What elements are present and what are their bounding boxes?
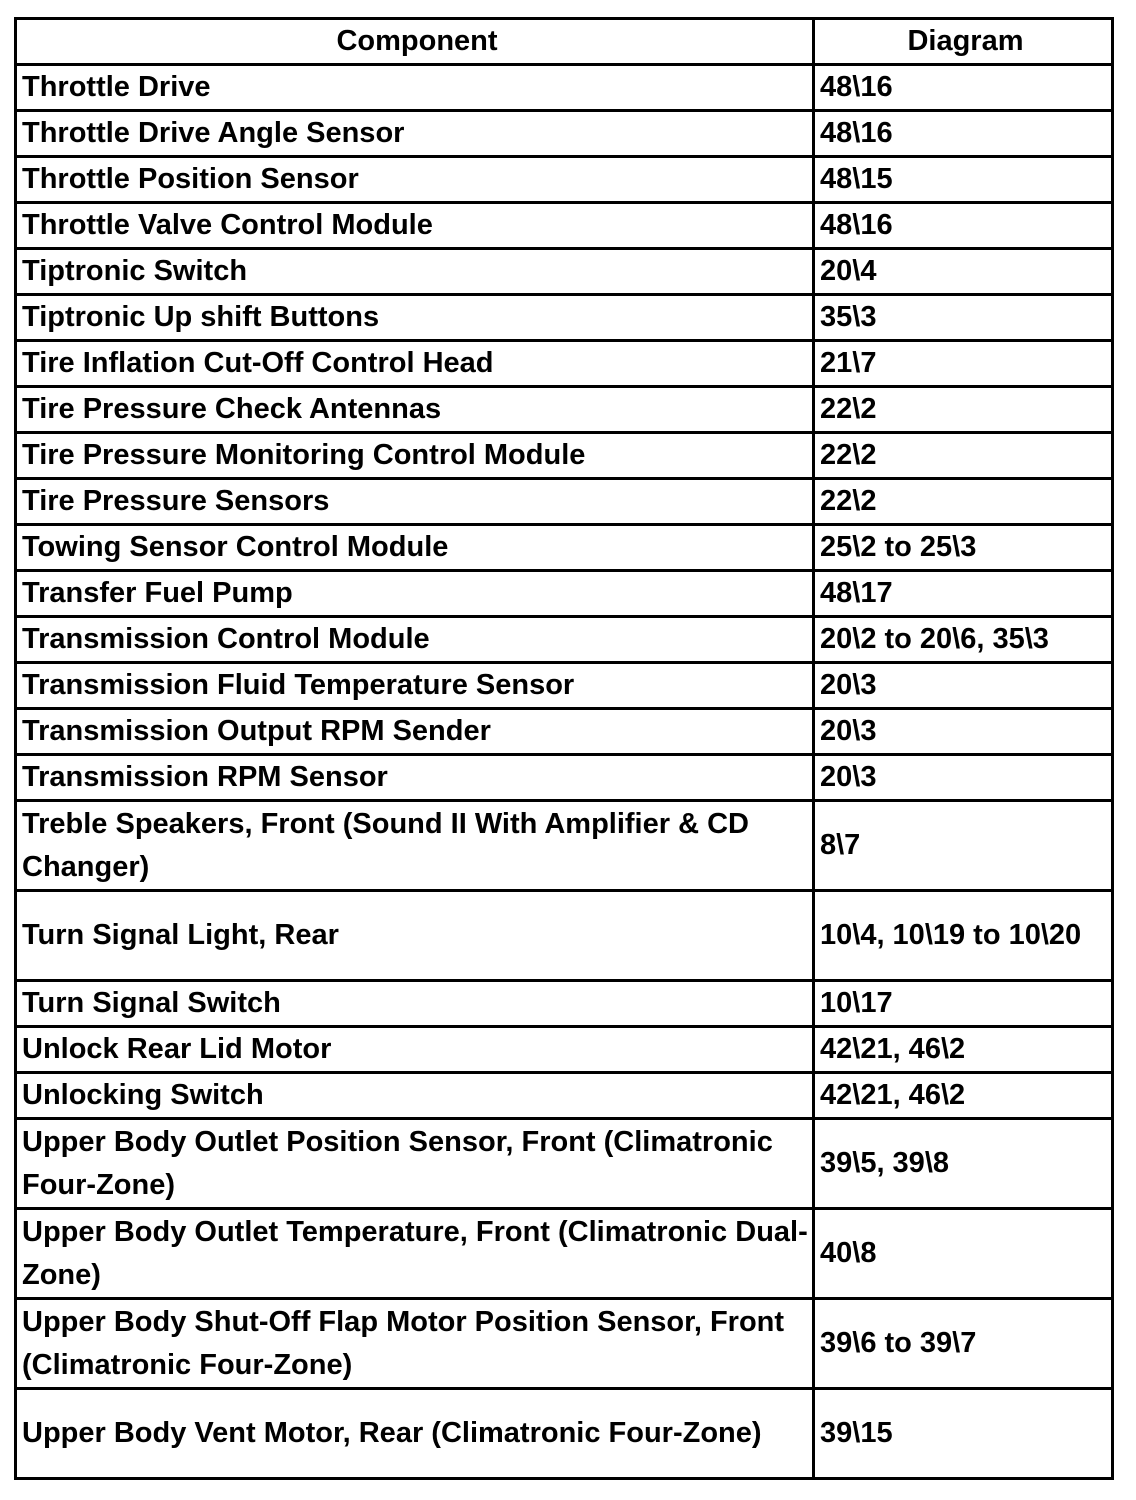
table-row [16, 341, 1113, 387]
component-cell: Tiptronic Up shift Buttons [16, 295, 814, 341]
table-row [16, 1119, 1113, 1209]
table-body [16, 65, 1113, 1479]
component-cell: Throttle Drive Angle Sensor [16, 111, 814, 157]
component-cell: Upper Body Outlet Temperature, Front (Climatronic Dual-Zone) [16, 1209, 814, 1299]
table-row [16, 387, 1113, 433]
table-row [16, 981, 1113, 1027]
diagram-cell: 48\16 [814, 65, 1113, 111]
table-row [16, 1299, 1113, 1389]
component-cell: Transmission Control Module [16, 617, 814, 663]
component-cell: Unlocking Switch [16, 1073, 814, 1119]
diagram-cell: 20\3 [814, 755, 1113, 801]
component-cell: Upper Body Vent Motor, Rear (Climatronic Four-Zone) [16, 1389, 814, 1479]
component-cell: Tire Pressure Check Antennas [16, 387, 814, 433]
diagram-cell: 20\3 [814, 709, 1113, 755]
component-cell: Treble Speakers, Front (Sound II With Amplifier & CD Changer) [16, 801, 814, 891]
component-cell: Tire Pressure Monitoring Control Module [16, 433, 814, 479]
diagram-cell: 39\5, 39\8 [814, 1119, 1113, 1209]
table-row [16, 111, 1113, 157]
diagram-cell: 48\16 [814, 111, 1113, 157]
table-row [16, 663, 1113, 709]
component-cell: Transmission RPM Sensor [16, 755, 814, 801]
component-cell: Turn Signal Switch [16, 981, 814, 1027]
table-row [16, 617, 1113, 663]
component-cell: Transfer Fuel Pump [16, 571, 814, 617]
header-component: Component [16, 19, 814, 65]
diagram-cell: 42\21, 46\2 [814, 1073, 1113, 1119]
diagram-cell: 48\16 [814, 203, 1113, 249]
header-row [16, 19, 1113, 65]
component-cell: Throttle Valve Control Module [16, 203, 814, 249]
table-row [16, 249, 1113, 295]
table-row [16, 1073, 1113, 1119]
table-row [16, 1209, 1113, 1299]
diagram-cell: 39\6 to 39\7 [814, 1299, 1113, 1389]
table-row [16, 709, 1113, 755]
table-row [16, 433, 1113, 479]
diagram-cell: 35\3 [814, 295, 1113, 341]
table-header [16, 19, 1113, 65]
diagram-cell: 20\2 to 20\6, 35\3 [814, 617, 1113, 663]
diagram-cell: 42\21, 46\2 [814, 1027, 1113, 1073]
header-diagram: Diagram [814, 19, 1113, 65]
component-diagram-table [14, 17, 1114, 1480]
component-cell: Unlock Rear Lid Motor [16, 1027, 814, 1073]
table-row [16, 571, 1113, 617]
diagram-cell: 22\2 [814, 433, 1113, 479]
component-cell: Upper Body Outlet Position Sensor, Front (Climatronic Four-Zone) [16, 1119, 814, 1209]
diagram-cell: 40\8 [814, 1209, 1113, 1299]
table-row [16, 65, 1113, 111]
component-cell: Transmission Output RPM Sender [16, 709, 814, 755]
diagram-cell: 48\17 [814, 571, 1113, 617]
diagram-cell: 22\2 [814, 479, 1113, 525]
table-row [16, 801, 1113, 891]
diagram-cell: 21\7 [814, 341, 1113, 387]
diagram-cell: 20\3 [814, 663, 1113, 709]
table-row [16, 755, 1113, 801]
table-row [16, 1027, 1113, 1073]
diagram-cell: 25\2 to 25\3 [814, 525, 1113, 571]
table-row [16, 157, 1113, 203]
table-row [16, 1389, 1113, 1479]
table-row [16, 479, 1113, 525]
diagram-cell: 22\2 [814, 387, 1113, 433]
diagram-cell: 48\15 [814, 157, 1113, 203]
component-cell: Tire Pressure Sensors [16, 479, 814, 525]
component-cell: Tiptronic Switch [16, 249, 814, 295]
diagram-cell: 8\7 [814, 801, 1113, 891]
table-row [16, 203, 1113, 249]
component-cell: Tire Inflation Cut-Off Control Head [16, 341, 814, 387]
component-cell: Throttle Drive [16, 65, 814, 111]
diagram-cell: 20\4 [814, 249, 1113, 295]
diagram-cell: 10\17 [814, 981, 1113, 1027]
component-cell: Turn Signal Light, Rear [16, 891, 814, 981]
component-cell: Upper Body Shut-Off Flap Motor Position Sensor, Front (Climatronic Four-Zone) [16, 1299, 814, 1389]
table-row [16, 295, 1113, 341]
table-row [16, 525, 1113, 571]
diagram-cell: 10\4, 10\19 to 10\20 [814, 891, 1113, 981]
component-cell: Transmission Fluid Temperature Sensor [16, 663, 814, 709]
component-cell: Throttle Position Sensor [16, 157, 814, 203]
diagram-cell: 39\15 [814, 1389, 1113, 1479]
table-row [16, 891, 1113, 981]
component-cell: Towing Sensor Control Module [16, 525, 814, 571]
